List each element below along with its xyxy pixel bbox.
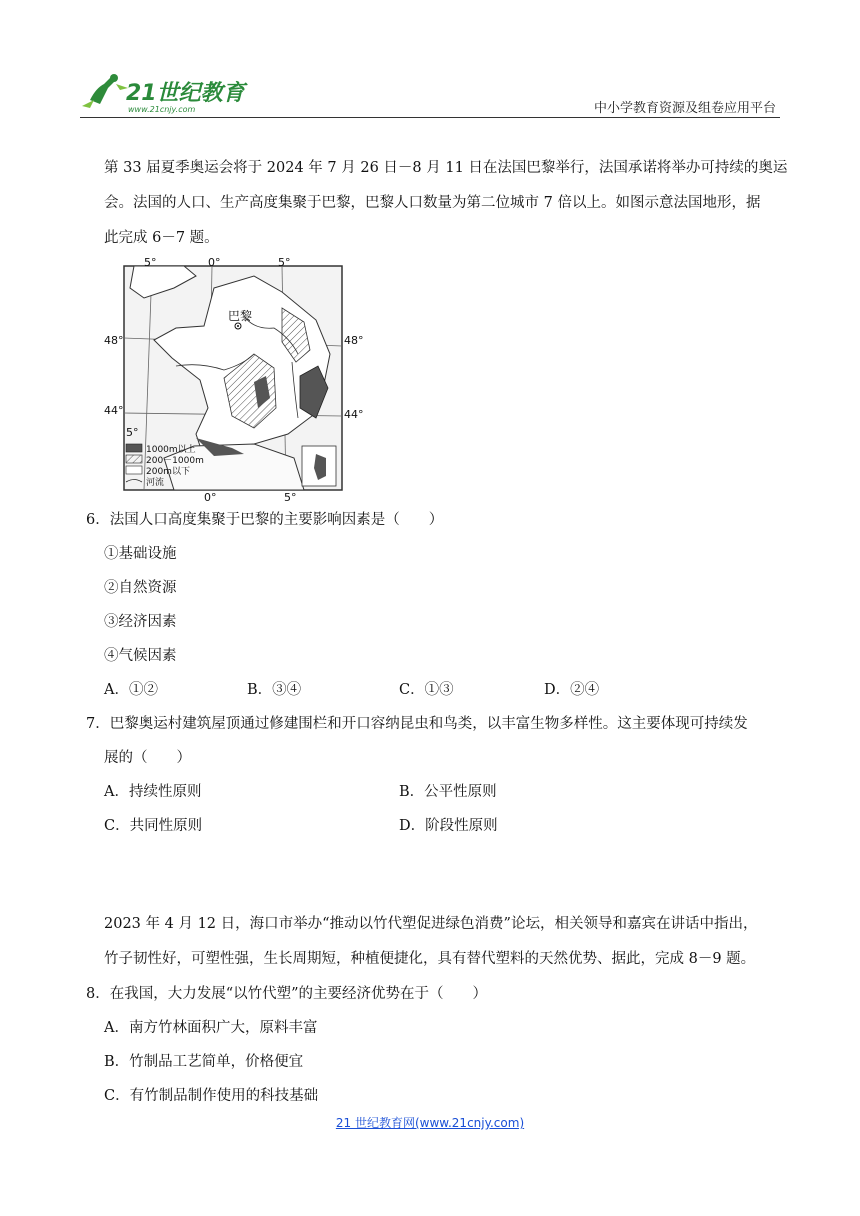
passage1-line2: 会。法国的人口、生产高度集聚于巴黎，巴黎人口数量为第二位城市 7 倍以上。如图示意法国地形，据 [104, 195, 761, 211]
logo-url: www.21cnjy.com [128, 105, 196, 114]
map-lat-left-2: 44° [104, 404, 124, 417]
q6-item-4: ④气候因素 [104, 648, 177, 664]
france-terrain-map [104, 258, 366, 502]
map-lon-top-2: 0° [208, 258, 221, 269]
q6-item-2: ②自然资源 [104, 580, 177, 596]
passage2-line1: 2023 年 4 月 12 日，海口市举办“推动以竹代塑促进绿色消费”论坛，相关领导和嘉宾在讲话中指出， [104, 916, 758, 932]
q8-option-b[interactable]: B．竹制品工艺简单，价格便宜 [104, 1054, 304, 1070]
q8-option-c[interactable]: C．有竹制品制作使用的科技基础 [104, 1088, 319, 1104]
q7-option-b[interactable]: B．公平性原则 [399, 784, 497, 800]
q6-option-a[interactable]: A．①② [104, 682, 158, 698]
q7-option-d[interactable]: D．阶段性原则 [399, 818, 498, 834]
q7-stem-line1: 7．巴黎奥运村建筑屋顶通过修建围栏和开口容纳昆虫和鸟类，以丰富生物多样性。这主要体现可持续发 [86, 716, 748, 732]
legend-low: 200m以下 [146, 467, 190, 477]
q6-stem: 6．法国人口高度集聚于巴黎的主要影响因素是（ ） [86, 512, 444, 528]
legend-mid: 200－1000m [146, 456, 204, 466]
passage1-line3: 此完成 6－7 题。 [104, 230, 219, 246]
q6-option-b[interactable]: B．③④ [247, 682, 302, 698]
legend-river: 河流 [146, 478, 165, 488]
map-lon-bottom-1: 0° [204, 491, 217, 502]
passage2-line2: 竹子韧性好，可塑性强，生长周期短，种植便捷化，具有替代塑料的天然优势、据此，完成 8－9 题。 [104, 951, 756, 967]
map-lon-top-3: 5° [278, 258, 291, 269]
platform-name: 中小学教育资源及组卷应用平台 [593, 101, 776, 116]
legend-high: 1000m以上 [146, 445, 196, 455]
map-lon-left-5: 5° [126, 426, 139, 439]
q6-option-c[interactable]: C．①③ [399, 682, 454, 698]
map-city-label: 巴黎 [228, 309, 253, 323]
q8-stem: 8．在我国，大力发展“以竹代塑”的主要经济优势在于（ ） [86, 986, 488, 1002]
q6-item-3: ③经济因素 [104, 614, 177, 630]
q7-option-a[interactable]: A．持续性原则 [104, 784, 202, 800]
header-divider [80, 117, 780, 118]
map-lon-top-1: 5° [144, 258, 157, 269]
map-lat-right-2: 44° [344, 408, 364, 421]
map-lon-bottom-2: 5° [284, 491, 297, 502]
map-lat-left-1: 48° [104, 334, 124, 347]
passage1-line1: 第 33 届夏季奥运会将于 2024 年 7 月 26 日－8 月 11 日在法国巴黎举行，法国承诺将举办可持续的奥运 [104, 160, 788, 176]
q6-option-d[interactable]: D．②④ [544, 682, 600, 698]
q6-item-1: ①基础设施 [104, 546, 177, 562]
footer-site-link[interactable]: 21 世纪教育网(www.21cnjy.com) [335, 1116, 525, 1130]
logo-text: 21世纪教育 [126, 81, 245, 106]
q8-option-a[interactable]: A．南方竹林面积广大，原料丰富 [104, 1020, 318, 1036]
map-lat-right-1: 48° [344, 334, 364, 347]
q7-stem-line2: 展的（ ） [104, 750, 191, 766]
site-logo [80, 70, 250, 116]
q7-option-c[interactable]: C．共同性原则 [104, 818, 203, 834]
